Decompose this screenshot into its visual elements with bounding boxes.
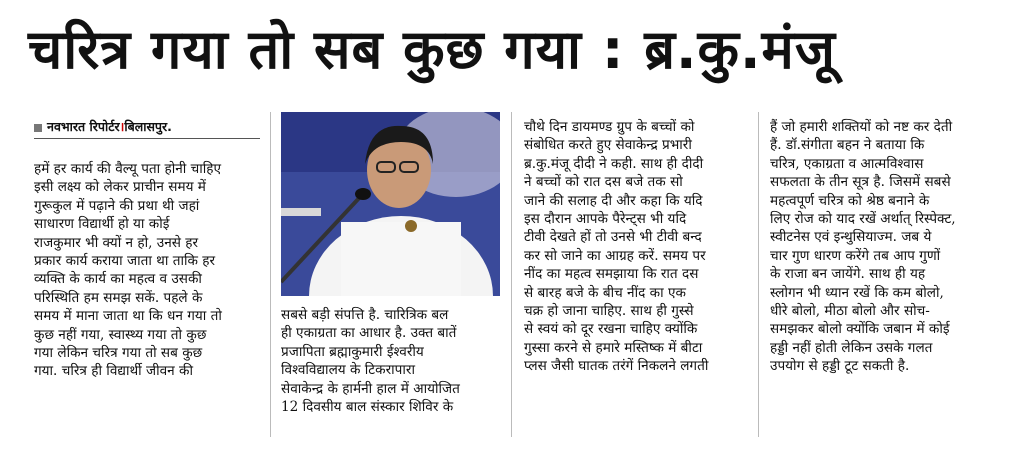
- column-3: [524, 118, 750, 376]
- text-line: विश्वविद्यालय के टिकरापारा: [281, 362, 415, 379]
- text-line: चार गुण धारण करेंगे तब आप गुणों: [770, 247, 941, 264]
- text-line: ब्र.कु.मंजू दीदी ने कही. साथ ही दीदी: [524, 155, 704, 172]
- text-line: चौथे दिन डायमण्ड ग्रुप के बच्चों को: [524, 119, 695, 135]
- text-line: हैं जो हमारी शक्तियों को नष्ट कर देती: [770, 119, 953, 135]
- byline-city: बिलासपुर.: [124, 119, 172, 134]
- text-line: जाने की सलाह दी और कहा कि यदि: [524, 192, 703, 209]
- text-line: महत्वपूर्ण चरित्र को श्रेष्ठ बनाने के: [770, 192, 930, 209]
- text-line: नींद का महत्व समझाया कि रात दस: [524, 266, 699, 283]
- text-line: हड्डी नहीं होती लेकिन उसके गलत: [770, 339, 933, 356]
- text-line: राजकुमार भी क्यों न हो, उनसे हर: [34, 234, 199, 251]
- text-line: परिस्थिति हम समझ सकें. पहले के: [34, 289, 203, 306]
- byline: [34, 118, 260, 139]
- text-line: गुस्सा करने से हमारे मस्तिष्क में बीटा: [524, 339, 703, 356]
- text-line: उपयोग से हड्डी टूट सकती है.: [770, 358, 910, 375]
- text-line: समय में माना जाता था कि धन गया तो: [34, 308, 222, 325]
- text-line: संबोधित करते हुए सेवाकेन्द्र प्रभारी: [524, 137, 692, 154]
- text-line: साधारण विद्यार्थी हो या कोई: [34, 216, 170, 233]
- column-divider: [511, 112, 512, 437]
- text-line: स्वीटनेस एवं इन्थुसियाज्म. जब ये: [770, 229, 932, 246]
- text-line: सफलता के तीन सूत्र है. जिसमें सबसे: [770, 174, 951, 191]
- text-line: प्लस जैसी घातक तरंगें निकलने लगती: [524, 358, 709, 375]
- text-line: सेवाकेन्द्र के हार्मनी हाल में आयोजित: [281, 380, 460, 397]
- byline-separator: ।: [119, 119, 125, 134]
- column-divider: [270, 112, 271, 437]
- text-line: हमें हर कार्य की वैल्यू पता होनी चाहिए: [34, 161, 222, 177]
- text-line: सबसे बड़ी संपत्ति है. चारित्रिक बल: [281, 307, 449, 323]
- text-line: ने बच्चों को रात दस बजे तक सो: [524, 174, 683, 191]
- text-line: से बारह बजे के बीच नींद का एक: [524, 284, 686, 301]
- text-line: व्यक्ति के कार्य का महत्व व उसकी: [34, 271, 202, 288]
- text-line: ही एकाग्रता का आधार है. उक्त बातें: [281, 325, 457, 342]
- text-line: से स्वयं को दूर रखना चाहिए क्योंकि: [524, 321, 698, 338]
- text-line: कर सो जाने का आग्रह करें. समय पर: [524, 247, 706, 264]
- text-line: लिए रोज को याद रखें अर्थात् रिस्पेक्ट,: [770, 211, 956, 228]
- text-line: चरित्र, एकाग्रता व आत्मविश्वास: [770, 155, 924, 172]
- text-line: स्लोगन भी ध्यान रखें कि कम बोलो,: [770, 284, 944, 301]
- text-line: गया लेकिन चरित्र गया तो सब कुछ: [34, 345, 203, 362]
- text-line: इस दौरान आपके पैरेन्ट्स भी यदि: [524, 211, 687, 228]
- text-line: टीवी देखते हों तो उनसे भी टीवी बन्द: [524, 229, 702, 246]
- text-line: गुरूकुल में पढ़ाने की प्रथा थी जहां: [34, 197, 200, 214]
- column-1: [34, 160, 260, 381]
- text-line: प्रकार कार्य कराया जाता था ताकि हर: [34, 253, 216, 270]
- speaker-photo-illustration: [281, 112, 500, 296]
- text-line: हैं. डॉ.संगीता बहन ने बताया कि: [770, 137, 925, 154]
- text-line: के राजा बन जायेंगे. साथ ही यह: [770, 266, 926, 283]
- text-line: कुछ नहीं गया, स्वास्थ्य गया तो कुछ: [34, 326, 207, 343]
- column-2: [281, 306, 500, 416]
- text-line: इसी लक्ष्य को लेकर प्राचीन समय में: [34, 179, 206, 196]
- square-bullet-icon: [34, 124, 42, 132]
- text-line: गया. चरित्र ही विद्यार्थी जीवन की: [34, 363, 193, 380]
- text-line: 12 दिवसीय बाल संस्कार शिविर के: [281, 399, 454, 416]
- column-divider: [758, 112, 759, 437]
- reporter-name: नवभारत रिपोर्टर: [47, 119, 120, 134]
- text-line: समझकर बोलो क्योंकि जबान में कोई: [770, 321, 950, 338]
- speaker-photo: [281, 112, 500, 296]
- headline: चरित्र गया तो सब कुछ गया : ब्र.कु.मंजू: [28, 18, 836, 81]
- column-4: [770, 118, 998, 376]
- text-line: चक्र हो जाना चाहिए. साथ ही गुस्से: [524, 303, 694, 320]
- text-line: प्रजापिता ब्रह्माकुमारी ईश्वरीय: [281, 343, 424, 360]
- text-line: धीरे बोलो, मीठा बोलो और सोच-: [770, 303, 930, 320]
